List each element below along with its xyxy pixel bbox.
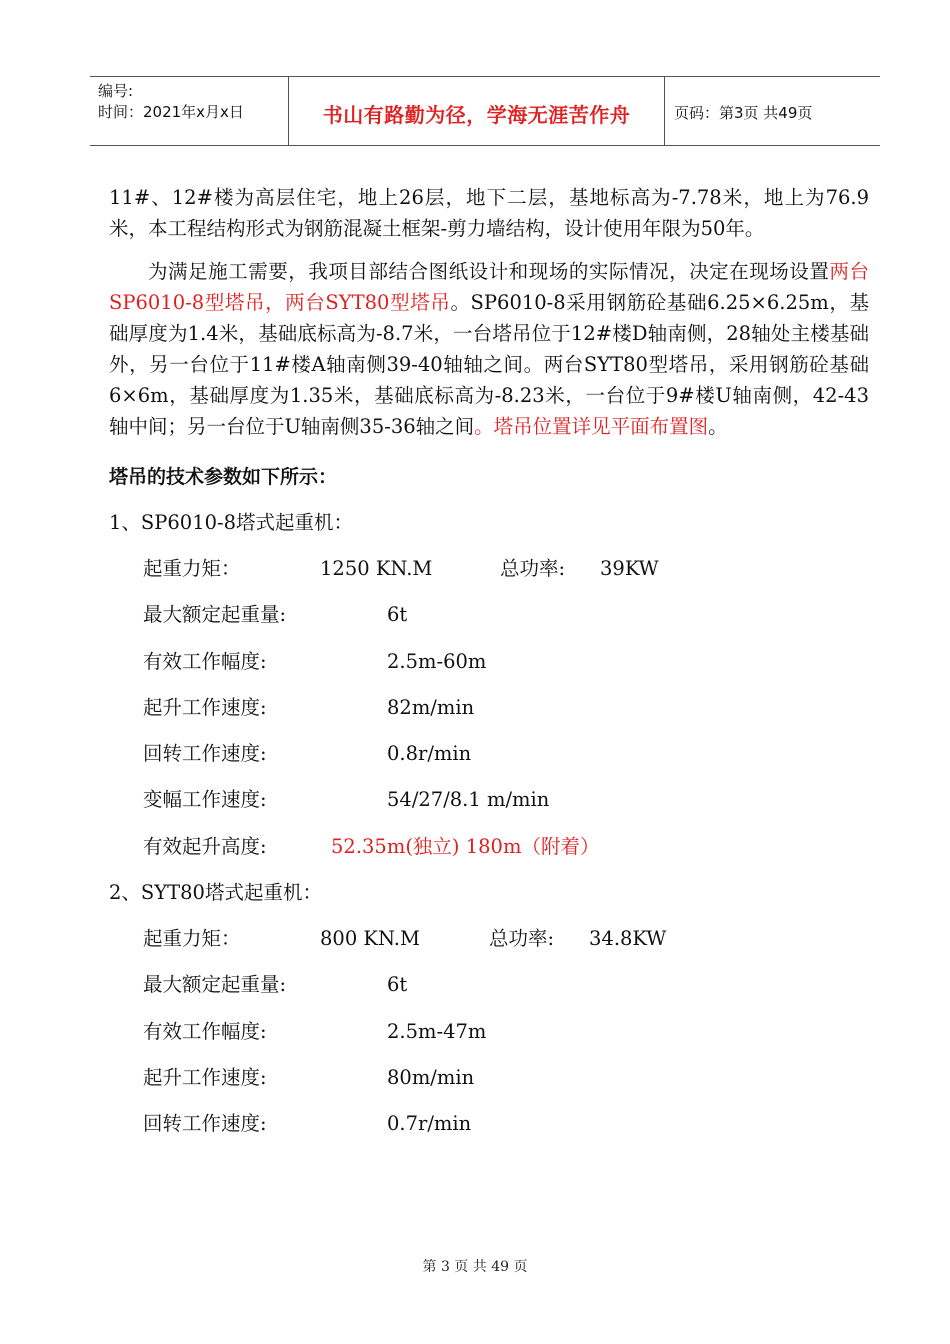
header-number-label: 编号: [98,82,134,100]
header-meta [98,81,244,123]
crane1-torque-row [109,546,869,592]
param-row [109,1055,869,1101]
param-label: 有效工作幅度: [143,1019,267,1043]
paragraph-text: 为满足施工需要，我项目部结合图纸设计和现场的实际情况，决定在现场设置 [148,260,830,283]
param-label: 起重力矩： [143,927,241,951]
param-row [109,1101,869,1147]
param-row [109,962,869,1008]
param-value: 82m/min [387,695,475,719]
param-label: 有效起升高度: [143,834,267,858]
header-time-label: 时间：2021年x月x日 [98,103,244,121]
param-value: 2.5m-60m [387,649,487,673]
param-row [109,639,869,685]
param-label: 最大额定起重量: [143,973,287,997]
param-value: 0.7r/min [387,1112,472,1136]
param-row [109,1009,869,1055]
param-value: 80m/min [387,1065,475,1089]
param-value: 1250 KN.M [320,557,433,580]
param-label: 起升工作速度: [143,695,267,719]
param-value-highlight: 52.35m(独立) 180m（附着） [331,834,600,858]
param-label: 总功率: [489,927,555,951]
param-value: 800 KN.M [320,927,420,951]
param-label: 回转工作速度: [143,1112,267,1136]
param-label: 起升工作速度: [143,1065,267,1089]
crane1-title: 1、SP6010-8塔式起重机： [109,511,354,534]
highlight-layout-note: 。塔吊位置详见平面布置图 [474,415,709,438]
param-row [109,777,869,823]
param-row [109,731,869,777]
param-value: 39KW [600,557,659,580]
param-row [109,592,869,638]
param-value: 2.5m-47m [387,1019,487,1043]
highlight-crane-count: 两台SP6010-8型塔吊，两台SYT80型塔吊 [109,260,869,314]
param-label: 回转工作速度: [143,742,267,766]
tech-params-heading: 塔吊的技术参数如下所示： [109,466,338,488]
crane2-torque-row [109,916,869,962]
param-value: 6t [387,973,408,997]
document-body [109,182,869,1148]
param-value: 54/27/8.1 m/min [387,788,550,812]
paragraph-building-info: 11#、12#楼为高层住宅，地上26层，地下二层，基地标高为-7.78米，地上为76.9米，本工程结构形式为钢筋混凝土框架-剪力墙结构，设计使用年限为50年。 [109,186,869,240]
crane2-title: 2、SYT80塔式起重机： [109,881,322,905]
header-page-label: 页码：第3页 共49页 [674,104,813,122]
page-header [90,76,880,146]
param-value: 34.8KW [589,927,667,951]
param-value: 6t [387,603,408,627]
param-label: 有效工作幅度: [143,649,267,673]
param-label: 变幅工作速度: [143,788,267,812]
crane1-height-row [109,824,869,870]
param-label: 起重力矩： [143,557,241,580]
paragraph-text: 。SP6010-8采用钢筋砼基础6.25×6.25m，基础厚度为1.4米，基础底标高为-8.7米，一台塔吊位于12#楼D轴南侧，28轴处主楼基础外，另一台位于11#楼A轴南侧39-40轴轴之间。两台SYT80型塔吊，采用钢筋砼基础6×6m，基础厚度为1.35米，基础底标高为-8.23米，一台位于9#楼U轴南侧，42-43轴中间；另一台位于U轴南侧35-36轴之间 [109,291,869,438]
header-motto: 书山有路勤为径，学海无涯苦作舟 [322,103,631,127]
param-row [109,685,869,731]
page-footer: 第 3 页 共 49 页 [422,1259,528,1275]
param-label: 总功率: [500,557,566,580]
header-divider [664,77,665,145]
paragraph-text: 。 [708,415,728,438]
param-label: 最大额定起重量: [143,603,287,627]
param-value: 0.8r/min [387,742,472,766]
paragraph-crane-setup [109,256,869,442]
